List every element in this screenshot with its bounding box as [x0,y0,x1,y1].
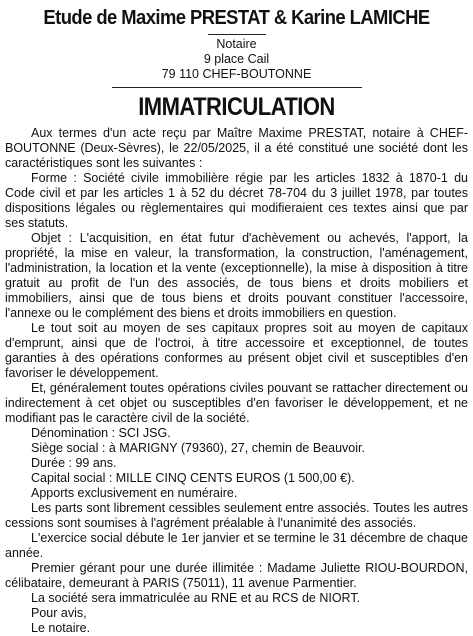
paragraph-apports: Apports exclusivement en numéraire. [31,486,238,500]
paragraph-siege: Siège social : à MARIGNY (79360), 27, chemin de Beauvoir. [31,441,365,455]
paragraph-intro: Aux termes d'un acte reçu par Maître Maxime PRESTAT, notaire à CHEF-BOUTONNE (Deux-Sèvres), le 22/05/2025, il a été constitué une société dont les caractéristiques sont les suivantes : [5,126,468,170]
notary-city: 79 110 CHEF-BOUTONNE [161,67,312,81]
notary-street: 9 place Cail [203,52,270,66]
paragraph-exercice: L'exercice social débute le 1er janvier et se termine le 31 décembre de chaque année. [5,531,468,560]
paragraph-pour-avis: Pour avis, [31,606,87,620]
paragraph-objet: Objet : L'acquisition, en état futur d'achèvement ou achevés, l'apport, la propriété, la mise en valeur, la transformation, la construction, l'aménagement, l'administration, la location et la vente (exceptionnelle), la mise à disposition à titre gratuit au profit de l'un des associés, de tous biens et droits mobiliers et immobiliers, ainsi que de tous biens et droits pouvant constituer l'accessoire, l'annexe ou le complément des biens et droits immobiliers en question. [5,231,468,320]
paragraph-gerant: Premier gérant pour une durée illimitée : Madame Juliette RIOU-BOURDON, célibataire, demeurant à PARIS (75011), 11 avenue Parmentier. [5,561,468,590]
section-divider [112,87,362,88]
paragraph-capitaux: Le tout soit au moyen de ses capitaux propres soit au moyen de capitaux d'emprunt, ainsi que de l'octroi, à titre accessoire et exceptionnel, de toutes garanties à des opérations conformes au présent objet civil et susceptibles d'en favoriser le développement. [5,321,468,380]
paragraph-signature: Le notaire. [31,621,91,635]
paragraph-capital: Capital social : MILLE CINQ CENTS EUROS (1 500,00 €). [31,471,355,485]
paragraph-denomination: Dénomination : SCI JSG. [31,426,171,440]
paragraph-immatriculation: La société sera immatriculée au RNE et au RCS de NIORT. [31,591,361,605]
paragraph-duree: Durée : 99 ans. [31,456,117,470]
notary-address [5,37,468,82]
paragraph-forme: Forme : Société civile immobilière régie par les articles 1832 à 1870-1 du Code civil et par les articles 1 à 52 du décret 78-704 du 3 juillet 1978, par toutes dispositions légales ou règlementaires qui modifieraient ces textes ainsi que par ses statuts. [5,171,468,230]
header-divider [208,34,266,35]
notice-body [5,126,468,636]
section-heading: IMMATRICULATION [138,93,335,121]
notary-office-title: Etude de Maxime PRESTAT & Karine LAMICHE [43,7,430,29]
paragraph-operations: Et, généralement toutes opérations civiles pouvant se rattacher directement ou indirectement à cet objet ou susceptibles d'en favoriser le développement, et ne modifiant pas le caractère civil de la société. [5,381,468,425]
legal-notice [0,6,473,635]
paragraph-cessions: Les parts sont librement cessibles seulement entre associés. Toutes les autres cessions sont soumises à l'agrément préalable à l'unanimité des associés. [5,501,468,530]
notary-role: Notaire [216,37,257,51]
